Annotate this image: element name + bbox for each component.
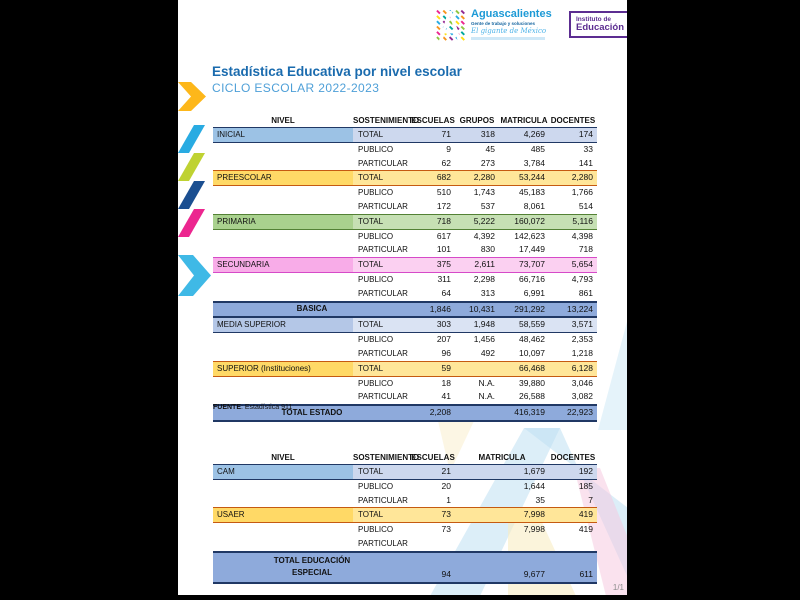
table-cell: 1,766 (571, 187, 593, 198)
table-cell: 2,280 (455, 171, 499, 186)
summary-row (213, 552, 597, 583)
table-row (213, 200, 597, 214)
table-row (213, 479, 597, 493)
table-cell: 26,588 (519, 391, 545, 402)
table-cell: 94 (411, 552, 455, 583)
table-cell: PUBLICO (358, 335, 394, 345)
table-cell: TOTAL (353, 508, 411, 523)
left-decor (178, 0, 218, 595)
table-cell: 617 (436, 230, 451, 241)
table-row (213, 494, 597, 508)
table-row (213, 537, 597, 552)
table-cell: 311 (437, 273, 451, 284)
table-cell: 318 (455, 128, 499, 143)
table-cell (213, 142, 353, 156)
table-row (213, 465, 597, 480)
table-cell: 419 (578, 524, 593, 535)
brand-name: Aguascalientes (471, 8, 552, 20)
institute-line2: Educación (576, 22, 625, 33)
column-header: GRUPOS (459, 115, 495, 125)
table-cell: 45 (485, 143, 495, 154)
table-cell: PUBLICO (358, 481, 394, 491)
table-cell (213, 347, 353, 361)
table-cell: PRIMARIA (213, 214, 353, 229)
table-cell (213, 200, 353, 214)
table-row (213, 361, 597, 376)
table-cell: PARTICULAR (358, 201, 408, 211)
table-cell: 514 (578, 200, 593, 211)
table-cell (455, 405, 499, 421)
table-cell: 537 (480, 200, 495, 211)
table-row (213, 243, 597, 257)
table-cell: PARTICULAR (358, 538, 408, 548)
table-cell: PARTICULAR (358, 495, 408, 505)
table-cell: 1 (446, 494, 451, 505)
table-cell (213, 376, 353, 390)
table-cell (213, 272, 353, 286)
table-cell: 22,923 (549, 405, 597, 421)
table-cell: PUBLICO (358, 274, 394, 284)
table-cell: TOTAL EDUCACIÓN ESPECIAL (213, 552, 411, 583)
table-cell: TOTAL (353, 465, 411, 480)
table-cell: 20 (441, 480, 451, 491)
table-cell: 416,319 (499, 405, 549, 421)
table-cell: PUBLICO (358, 231, 394, 241)
column-header: SOSTENIMIENTO (353, 115, 420, 125)
chevron-arrow-icon (178, 255, 211, 296)
table-cell: 64 (441, 287, 451, 298)
table-cell: 2,280 (549, 171, 597, 186)
table-cell: 1,948 (455, 317, 499, 332)
brand-script: El gigante de México (471, 27, 547, 35)
table-cell: 59 (411, 361, 455, 376)
table-cell: 9,677 (455, 552, 549, 583)
table-cell: 18 (441, 377, 451, 388)
table-cell: 1,218 (571, 347, 593, 358)
table-row (213, 214, 597, 229)
table-cell: MEDIA SUPERIOR (213, 317, 353, 332)
table-cell: 101 (436, 244, 451, 255)
table-cell: PUBLICO (358, 188, 394, 198)
table-cell: 7 (588, 494, 593, 505)
table-cell: 7,998 (523, 524, 545, 535)
table-cell: 6,128 (549, 361, 597, 376)
table-cell: 3,784 (523, 157, 545, 168)
chevron-arrow-icon (178, 82, 206, 111)
table-row (213, 157, 597, 171)
table-cell: TOTAL (353, 258, 411, 273)
table-cell: 510 (436, 187, 451, 198)
table-cell: 1,679 (455, 465, 549, 480)
source-note (213, 404, 292, 411)
table-cell: 861 (578, 287, 593, 298)
table-cell: BASICA (213, 302, 411, 318)
table-cell: 291,292 (499, 302, 549, 318)
table-cell: TOTAL (353, 128, 411, 143)
table-cell: 273 (480, 157, 495, 168)
table-cell: 160,072 (499, 214, 549, 229)
table-row (213, 229, 597, 243)
table-cell: N.A. (478, 391, 495, 402)
table-cell: 9 (446, 143, 451, 154)
brand-tagline: Gente de trabajo y soluciones (471, 21, 536, 26)
table-row (213, 317, 597, 332)
table-cell: 7,998 (455, 508, 549, 523)
table-row (213, 142, 597, 156)
table-row (213, 186, 597, 200)
table-cell: 718 (578, 244, 593, 255)
table-row (213, 258, 597, 273)
table-cell: TOTAL (353, 171, 411, 186)
table-row (213, 376, 597, 390)
column-header: SOSTENIMIENTO (353, 452, 420, 462)
table-cell: 33 (583, 143, 593, 154)
column-header: DOCENTES (550, 115, 596, 125)
table-cell: 611 (549, 552, 597, 583)
table-cell: 2,208 (411, 405, 455, 421)
table-cell (213, 523, 353, 537)
table-cell: 41 (441, 391, 451, 402)
table-cell: 73,707 (499, 258, 549, 273)
table-cell: CAM (213, 465, 353, 480)
table-cell (213, 229, 353, 243)
table-row (213, 287, 597, 302)
table-cell: 6,991 (523, 287, 545, 298)
table-cell: 2,611 (455, 258, 499, 273)
table-cell (213, 494, 353, 508)
chevron-band-icon (178, 125, 205, 153)
table-cell: USAER (213, 508, 353, 523)
table-cell (213, 186, 353, 200)
table-cell: 66,468 (499, 361, 549, 376)
table-header-row (213, 113, 597, 128)
table-row (213, 333, 597, 347)
table-cell: 718 (411, 214, 455, 229)
table-cell: PARTICULAR (358, 392, 408, 402)
summary-row (213, 302, 597, 318)
column-header: ESCUELAS (411, 452, 455, 462)
page-indicator: 1/1 (612, 583, 624, 592)
table-cell: 313 (480, 287, 495, 298)
table-cell: TOTAL (353, 214, 411, 229)
table-row (213, 272, 597, 286)
table-cell: 192 (549, 465, 597, 480)
table-cell: TOTAL ESTADO (213, 405, 411, 421)
table-cell: 682 (411, 171, 455, 186)
table-cell: 485 (530, 143, 545, 154)
table-row (213, 523, 597, 537)
source-label: FUENTE (213, 404, 241, 411)
table-cell: 73 (411, 508, 455, 523)
table-cell: PARTICULAR (358, 245, 408, 255)
table-cell: 39,880 (519, 377, 545, 388)
table-cell: 172 (436, 200, 451, 211)
table-cell: N.A. (478, 377, 495, 388)
table-cell: 1,846 (411, 302, 455, 318)
table-cell: 66,716 (519, 273, 545, 284)
page-subtitle: CICLO ESCOLAR 2022-2023 (212, 81, 380, 95)
table-cell: 185 (578, 480, 593, 491)
table-cell: PUBLICO (358, 144, 394, 154)
table-cell: 3,571 (549, 317, 597, 332)
table-row (213, 128, 597, 143)
chevron-band-icon (178, 153, 205, 181)
column-header: NIVEL (271, 115, 295, 125)
table-cell: 4,793 (571, 273, 593, 284)
table-cell (455, 361, 499, 376)
table-cell: 53,244 (499, 171, 549, 186)
table-cell (213, 479, 353, 493)
table-cell: 207 (436, 334, 451, 345)
table-cell: 4,398 (571, 230, 593, 241)
table-cell (411, 537, 455, 552)
table-cell: 48,462 (519, 334, 545, 345)
table-cell: 5,654 (549, 258, 597, 273)
column-header: MATRICULA (500, 115, 548, 125)
table-cell (549, 537, 597, 552)
table-cell: 4,392 (473, 230, 495, 241)
table-cell (455, 537, 549, 552)
table-cell: INICIAL (213, 128, 353, 143)
table-cell: 2,353 (571, 334, 593, 345)
table-cell: PARTICULAR (358, 158, 408, 168)
table-cell: 58,559 (499, 317, 549, 332)
table-cell: 35 (535, 494, 545, 505)
chevron-band-icon (178, 181, 205, 209)
column-header: NIVEL (271, 452, 295, 462)
table-cell (213, 157, 353, 171)
table-cell: 1,644 (523, 480, 545, 491)
table-special-education (213, 450, 597, 584)
table-cell: 96 (441, 347, 451, 358)
table-row (213, 390, 597, 405)
table-header-row (213, 450, 597, 465)
table-cell: PUBLICO (358, 378, 394, 388)
table-cell: 62 (441, 157, 451, 168)
table-cell (213, 333, 353, 347)
table-cell: 303 (411, 317, 455, 332)
table-cell: 141 (578, 157, 593, 168)
table-cell: 5,116 (549, 214, 597, 229)
table-cell: 4,269 (499, 128, 549, 143)
table-row (213, 171, 597, 186)
column-header: ESCUELAS (411, 115, 455, 125)
table-cell: PARTICULAR (358, 348, 408, 358)
table-cell (213, 537, 353, 552)
table-cell: PUBLICO (358, 525, 394, 535)
table-cell: 13,224 (549, 302, 597, 318)
table-cell: 174 (549, 128, 597, 143)
table-cell: 5,222 (455, 214, 499, 229)
table-cell: TOTAL (353, 361, 411, 376)
table-cell: 3,082 (571, 391, 593, 402)
table-row (213, 347, 597, 361)
table-cell: 419 (549, 508, 597, 523)
table-cell: 71 (411, 128, 455, 143)
table-cell: 492 (480, 347, 495, 358)
report-page (178, 0, 627, 595)
table-cell: 142,623 (514, 230, 545, 241)
table-cell: 73 (441, 524, 451, 535)
table-cell: 21 (411, 465, 455, 480)
table-cell: SECUNDARIA (213, 258, 353, 273)
table-cell: PARTICULAR (358, 288, 408, 298)
chevron-band-icon (178, 209, 205, 237)
table-cell: 3,046 (571, 377, 593, 388)
table-row (213, 508, 597, 523)
table-cell: 8,061 (523, 200, 545, 211)
table-cell: 1,743 (473, 187, 495, 198)
table-cell: 830 (480, 244, 495, 255)
table-cell: 375 (411, 258, 455, 273)
column-header: MATRICULA (478, 452, 526, 462)
column-header: DOCENTES (550, 452, 596, 462)
source-text: : Estadística 911 (241, 404, 293, 411)
table-cell: 10,097 (519, 347, 545, 358)
table-cell: 1,456 (473, 334, 495, 345)
table-cell: SUPERIOR (Instituciones) (213, 361, 353, 376)
table-cell: PREESCOLAR (213, 171, 353, 186)
table-cell: 45,183 (519, 187, 545, 198)
table-by-level (213, 113, 597, 422)
page-title: Estadística Educativa por nivel escolar (212, 64, 462, 79)
table-cell (213, 390, 353, 405)
table-cell (213, 243, 353, 257)
table-cell: 17,449 (519, 244, 545, 255)
table-cell: TOTAL (353, 317, 411, 332)
table-cell (213, 287, 353, 302)
table-cell: 10,431 (455, 302, 499, 318)
institute-line1: Instituto de (576, 16, 612, 23)
table-cell: 2,298 (473, 273, 495, 284)
